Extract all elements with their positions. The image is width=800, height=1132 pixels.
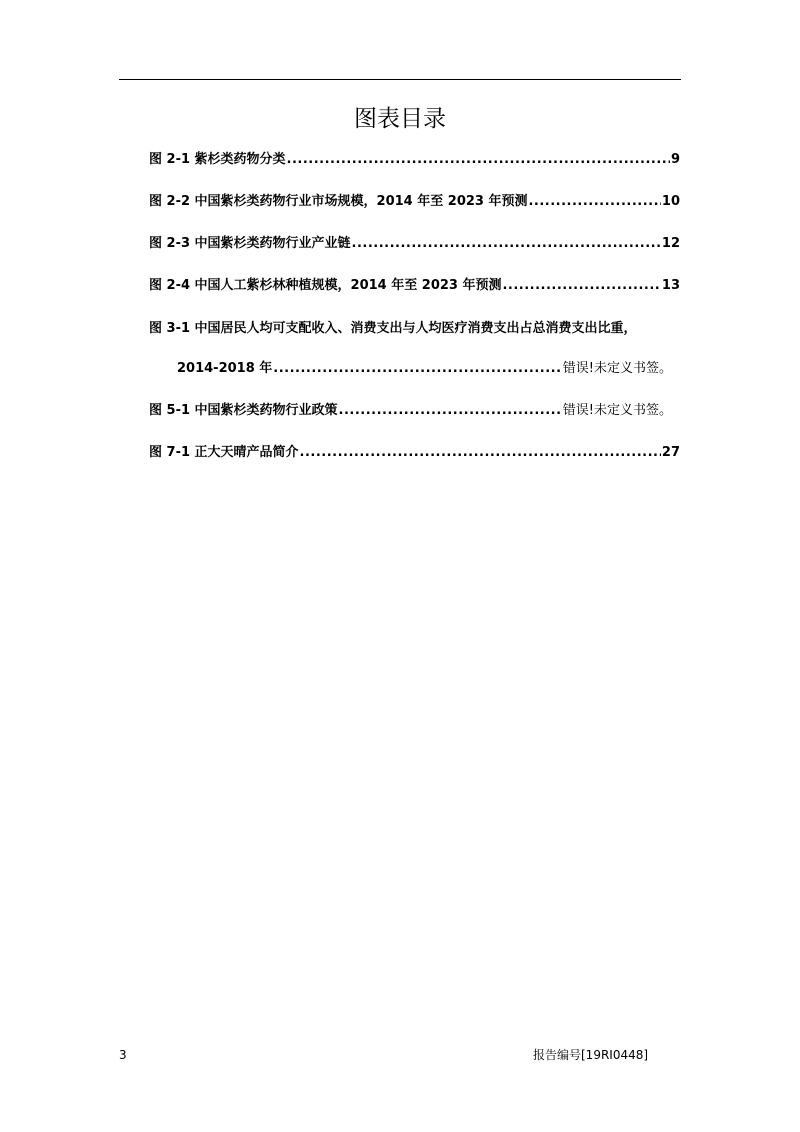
footer-report-number: 报告编号[19RI0448] [533, 1048, 649, 1062]
toc-entry-label: 图 5-1 中国紫杉类药物行业政策 [149, 403, 338, 418]
toc-entry[interactable] [149, 150, 680, 170]
footer-page-number: 3 [119, 1048, 127, 1062]
toc-leader [300, 443, 661, 463]
toc-entry-page: 13 [661, 278, 680, 293]
toc-entry-page: 10 [661, 194, 680, 209]
toc-entry-label: 图 2-2 中国紫杉类药物行业市场规模，2014 年至 2023 年预测 [149, 194, 528, 209]
toc-leader [502, 276, 660, 296]
toc-entry[interactable] [149, 234, 680, 254]
toc-entry-page-error: 错误!未定义书签。 [562, 361, 672, 376]
toc-leader [528, 192, 660, 212]
toc-entry-label: 图 2-3 中国紫杉类药物行业产业链 [149, 236, 351, 251]
toc-entry[interactable] [149, 276, 680, 296]
toc-leader [287, 150, 670, 170]
toc-entry-label: 图 7-1 正大天晴产品简介 [149, 445, 299, 460]
toc-entry-page: 9 [670, 152, 680, 167]
toc-entry[interactable] [177, 359, 672, 379]
toc-entry[interactable] [149, 192, 680, 212]
toc-entry[interactable] [149, 401, 672, 421]
toc-entry[interactable] [149, 443, 680, 463]
toc-entry-label: 图 2-4 中国人工紫杉林种植规模，2014 年至 2023 年预测 [149, 278, 502, 293]
toc-leader [339, 401, 562, 421]
toc-entry-label: 图 2-1 紫杉类药物分类 [149, 152, 286, 167]
toc-leader [352, 234, 661, 254]
toc-title: 图表目录 [354, 106, 446, 132]
toc-entry-label-line1[interactable]: 图 3-1 中国居民人均可支配收入、消费支出与人均医疗消费支出占总消费支出比重， [149, 321, 637, 336]
toc-entry-page: 12 [661, 236, 680, 251]
toc-leader [273, 359, 561, 379]
toc-entry-label-line2: 2014-2018 年 [177, 361, 273, 376]
header-rule [119, 79, 681, 80]
toc-entry-page-error: 错误!未定义书签。 [562, 403, 672, 418]
toc-entry-page: 27 [661, 445, 680, 460]
